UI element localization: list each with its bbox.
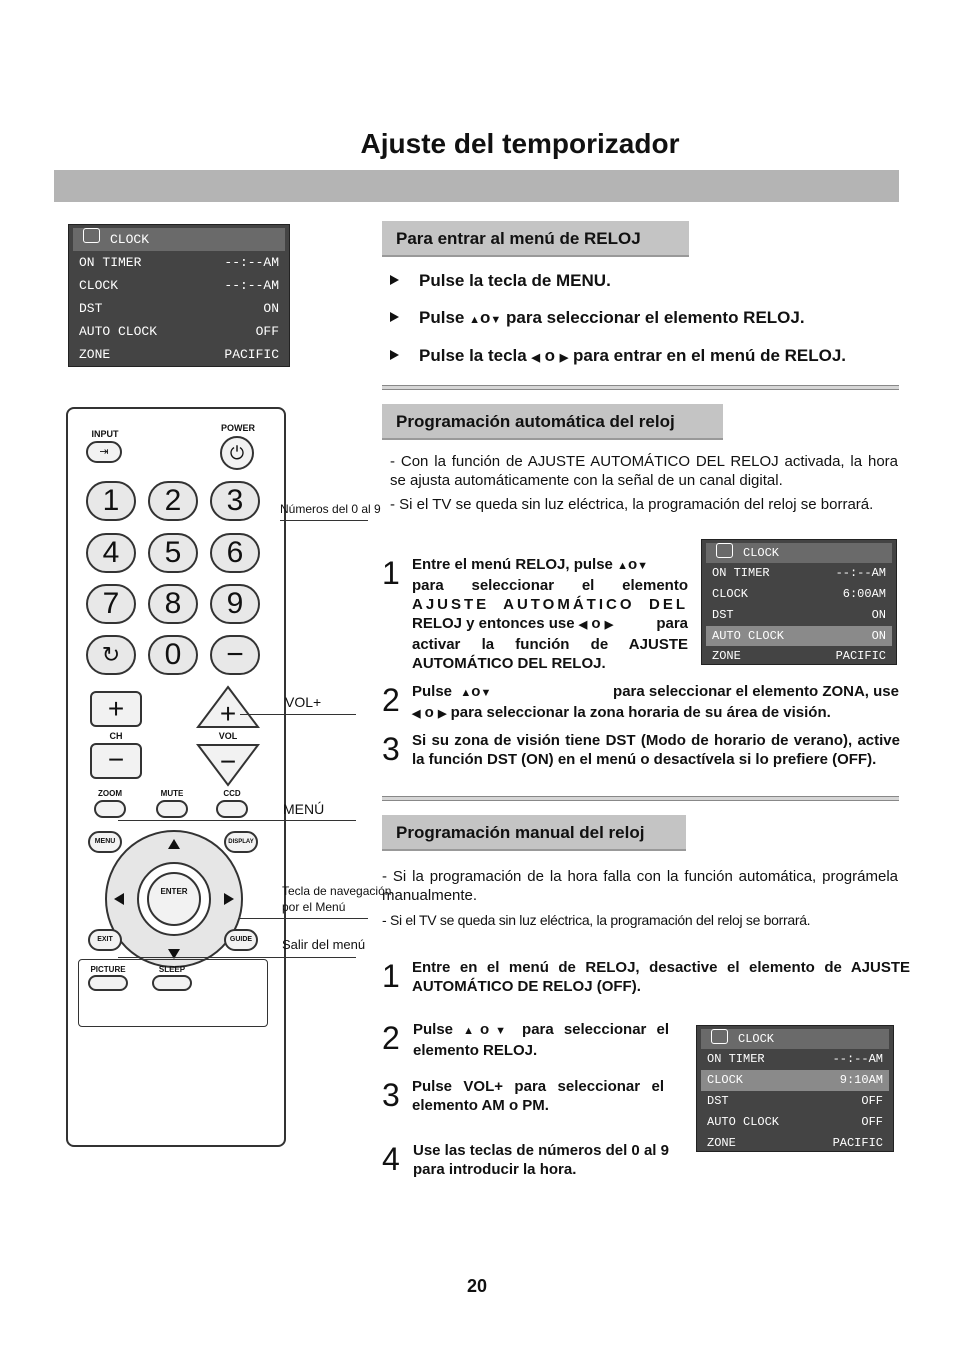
navigation-pad[interactable] (102, 827, 246, 971)
auto-note-2: - Si el TV se queda sin luz eléctrica, la programación del reloj se borrará. (390, 496, 874, 513)
callout-line (118, 957, 356, 958)
menu-row: AUTO CLOCK OFF (79, 324, 279, 339)
input-icon: ⇥ (99, 446, 109, 458)
menu-button[interactable]: MENU (88, 831, 122, 853)
input-label: INPUT (91, 429, 119, 439)
menu-row: ON TIMER --:--AM (79, 255, 279, 270)
clock-icon (83, 228, 100, 243)
vol-up-button[interactable] (196, 685, 260, 729)
step-number: 1 (382, 958, 400, 994)
callout-menu: MENÚ (283, 801, 325, 817)
menu-row: DST ON (79, 301, 279, 316)
bullet-arrow-icon (390, 312, 399, 322)
digit-6-button[interactable]: 6 (210, 533, 260, 573)
auto-step-2: Pulse ▲o▼ para seleccionar el elemento ZONA, use ◀ o ▶ para seleccionar la zona horaria de su área de visión. (412, 683, 899, 721)
callout-numbers: Números del 0 al 9 (280, 502, 381, 516)
ch-down-button[interactable] (90, 743, 142, 779)
digit-3-button[interactable]: 3 (210, 481, 260, 521)
enter-button[interactable]: ENTER (160, 887, 188, 896)
down-arrow-icon: ▼ (490, 314, 502, 326)
mute-button[interactable] (156, 800, 188, 818)
digit-5-button[interactable]: 5 (148, 533, 198, 573)
section-header-manual-clock: Programación manual del reloj (382, 815, 686, 851)
bullet-3: Pulse la tecla ◀ o ▶ para entrar en el menú de RELOJ. (390, 346, 846, 366)
menu-row: ZONE PACIFIC (707, 1136, 883, 1150)
callout-nav-2: por el Menú (282, 900, 346, 914)
up-arrow-icon: ▲ (463, 1025, 480, 1037)
digit-0-button[interactable]: 0 (148, 635, 198, 675)
manual-note-1: - Si la programación de la hora falla con la función automática, prográmela manualmente. (382, 868, 898, 904)
down-arrow-icon: ▼ (480, 687, 492, 699)
vol-label: VOL (218, 731, 238, 741)
clock-menu-3 (696, 1025, 894, 1152)
digit-9-button[interactable]: 9 (210, 584, 260, 624)
digit-7-button[interactable]: 7 (86, 584, 136, 624)
callout-line (240, 714, 356, 715)
step-number: 4 (382, 1141, 400, 1177)
zoom-label: ZOOM (98, 789, 122, 798)
page-number: 20 (466, 1276, 488, 1296)
bullet-2: Pulse ▲o▼ para seleccionar el elemento RELOJ. (390, 308, 805, 328)
clock-menu-1 (68, 224, 290, 367)
manual-step-2: Pulse ▲o▼ para seleccionar el elemento RELOJ. (413, 1021, 669, 1059)
power-icon: ⏻ (229, 443, 245, 463)
section-header-enter-clock: Para entrar al menú de RELOJ (382, 221, 689, 257)
page-title: Ajuste del temporizador (360, 128, 680, 159)
zoom-button[interactable] (94, 800, 126, 818)
menu-header: CLOCK (706, 543, 892, 563)
menu-row: ON TIMER --:--AM (707, 1052, 883, 1066)
clock-icon (711, 1029, 728, 1044)
menu-row: DST ON (712, 608, 886, 622)
exit-button[interactable]: EXIT (88, 929, 122, 951)
display-button[interactable]: DISPLAY (224, 831, 258, 853)
digit-4-button[interactable]: 4 (86, 533, 136, 573)
step-number: 3 (382, 1077, 400, 1113)
callout-line (238, 918, 368, 919)
sleep-label: SLEEP (158, 965, 186, 974)
auto-step-3: Si su zona de visión tiene DST (Modo de horario de verano), active la función DST (ON) en el menú o desactívela si lo prefiere (OFF). (412, 732, 900, 768)
menu-row: CLOCK 6:00AM (712, 587, 886, 601)
up-arrow-icon: ▲ (460, 687, 472, 699)
down-arrow-icon: ▼ (637, 560, 649, 572)
power-label: POWER (220, 423, 255, 433)
right-arrow-icon: ▶ (437, 708, 447, 720)
dash-button[interactable] (210, 635, 260, 675)
digit-2-button[interactable]: 2 (148, 481, 198, 521)
right-arrow-icon: ▶ (559, 352, 569, 364)
ccd-label: CCD (223, 789, 241, 798)
menu-row: AUTO CLOCK OFF (707, 1115, 883, 1129)
left-arrow-icon: ◀ (531, 352, 540, 364)
left-arrow-icon: ◀ (412, 708, 421, 720)
step-number: 2 (382, 682, 400, 718)
bullet-arrow-icon (390, 275, 399, 285)
mute-label: MUTE (160, 789, 184, 798)
picture-label: PICTURE (90, 965, 126, 974)
auto-note-1: - Con la función de AJUSTE AUTOMÁTICO DEL RELOJ activada, la hora se ajusta automáticamente con la señal de un canal digital. (390, 453, 898, 489)
menu-row-selected: CLOCK 9:10AM (701, 1070, 889, 1091)
callout-line (280, 520, 368, 521)
plus-icon: + (107, 693, 125, 724)
right-arrow-icon: ▶ (604, 619, 614, 631)
remote-control (66, 407, 286, 1147)
callout-volplus: VOL+ (285, 694, 322, 710)
menu-row: ZONE PACIFIC (79, 347, 279, 362)
menu-header: CLOCK (73, 228, 285, 251)
manual-note-2: - Si el TV se queda sin luz eléctrica, la programación del reloj se borrará. (382, 912, 811, 928)
sleep-button[interactable] (152, 975, 192, 991)
bullet-arrow-icon (390, 350, 399, 360)
menu-row: CLOCK --:--AM (79, 278, 279, 293)
digit-1-button[interactable]: 1 (86, 481, 136, 521)
recall-icon: ↻ (101, 642, 121, 667)
callout-exit: Salir del menú (282, 937, 366, 952)
callout-line (118, 820, 356, 821)
menu-row: ON TIMER --:--AM (712, 566, 886, 580)
bullet-1: Pulse la tecla de MENU. (390, 271, 611, 291)
menu-row: DST OFF (707, 1094, 883, 1108)
minus-icon: − (219, 746, 237, 777)
left-arrow-icon: ◀ (578, 619, 588, 631)
ch-up-button[interactable] (90, 691, 142, 727)
power-button[interactable] (220, 436, 254, 470)
ch-label: CH (109, 731, 123, 741)
menu-header: CLOCK (701, 1029, 889, 1049)
auto-step-1: Entre el menú RELOJ, pulse ▲o▼ para seleccionar el elemento AJUSTE AUTOMÁTICO DEL RELOJ y entonces use ◀ o ▶ para activar la función de AJUSTE AUTOMÁTICO DEL RELOJ. (412, 556, 688, 672)
down-arrow-icon: ▼ (489, 1025, 512, 1037)
menu-row-selected: AUTO CLOCK ON (706, 626, 892, 646)
section-header-auto-clock: Programación automática del reloj (382, 404, 723, 440)
digit-8-button[interactable]: 8 (148, 584, 198, 624)
step-number: 3 (382, 731, 400, 767)
up-arrow-icon: ▲ (617, 560, 628, 572)
manual-step-4: Use las teclas de números del 0 al 9 para introducir la hora. (413, 1142, 669, 1178)
plus-icon: + (219, 698, 237, 729)
callout-nav-1: Tecla de navegación (282, 884, 392, 898)
dash-icon: − (226, 638, 244, 671)
recall-button[interactable] (86, 635, 136, 675)
picture-button[interactable] (88, 975, 128, 991)
menu-row: ZONE PACIFIC (712, 649, 886, 663)
clock-menu-2 (701, 539, 897, 665)
guide-button[interactable]: GUIDE (224, 929, 258, 951)
divider (382, 796, 899, 801)
title-band (54, 170, 899, 202)
step-number: 2 (382, 1020, 400, 1056)
input-button[interactable] (86, 441, 122, 463)
manual-step-3: Pulse VOL+ para seleccionar el elemento AM o PM. (412, 1078, 664, 1114)
manual-step-1: Entre en el menú de RELOJ, desactive el elemento de AJUSTE AUTOMÁTICO DE RELOJ (OFF). (412, 959, 910, 995)
up-arrow-icon: ▲ (469, 314, 480, 326)
clock-icon (716, 543, 733, 558)
minus-icon: − (107, 744, 125, 775)
vol-down-button[interactable] (196, 743, 260, 787)
divider (382, 385, 899, 390)
step-number: 1 (382, 555, 400, 591)
ccd-button[interactable] (216, 800, 248, 818)
